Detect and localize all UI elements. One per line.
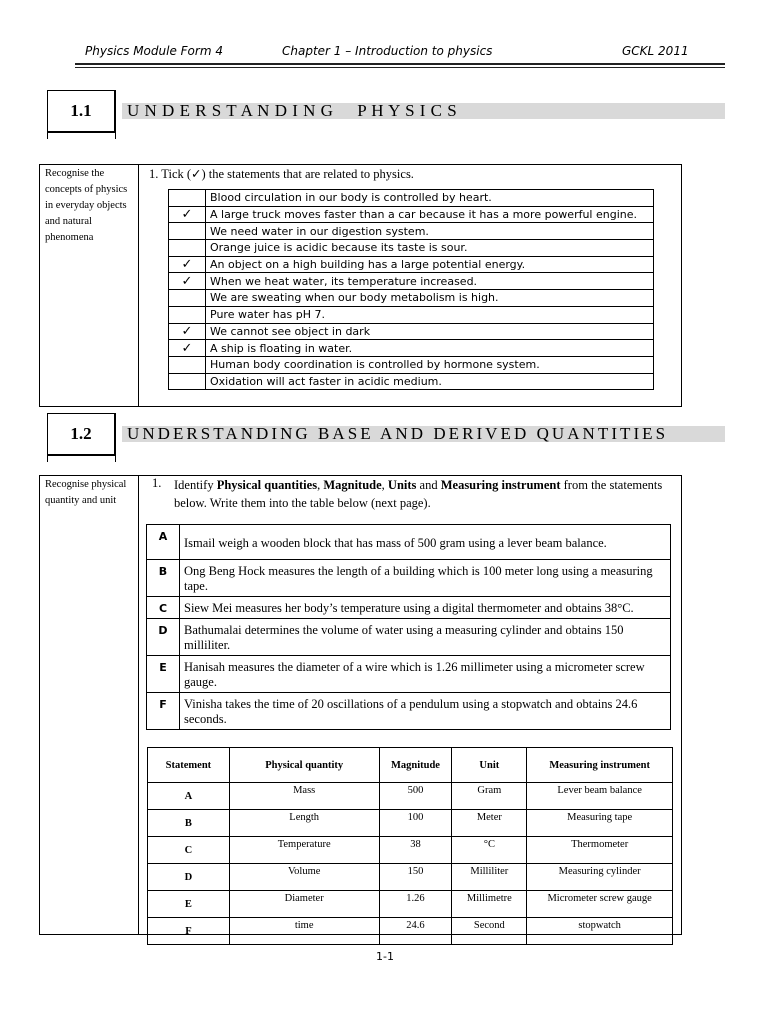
answer-cell[interactable]: Second [452,918,527,945]
statement-letter: A [147,525,180,560]
tick-cell[interactable] [169,240,206,257]
answer-cell[interactable]: Milliliter [452,864,527,891]
answer-cell[interactable]: 500 [379,783,452,810]
statement-row [147,560,671,597]
statement-text: Human body coordination is controlled by hormone system. [206,356,654,373]
statement-text: Vinisha takes the time of 20 oscillations of a pendulum using a stopwatch and obtains 24.6 seconds. [180,693,671,730]
answer-cell[interactable]: Length [229,810,379,837]
answer-cell[interactable]: Volume [229,864,379,891]
tick-row [169,206,654,223]
answer-cell[interactable]: Meter [452,810,527,837]
answer-cell[interactable]: Gram [452,783,527,810]
tick-cell[interactable]: ✓ [169,340,206,357]
section-number: 1.2 [70,424,92,443]
statement-row [147,525,671,560]
statement-text: Oxidation will act faster in acidic medium. [206,373,654,390]
statement-letter: F [147,693,180,730]
tick-table [168,189,654,390]
section-number-box [47,413,116,456]
statement-text: Siew Mei measures her body’s temperature using a digital thermometer and obtains 38°C. [180,597,671,619]
statement-text: An object on a high building has a large potential energy. [206,256,654,273]
statement-text: We are sweating when our body metabolism is high. [206,290,654,307]
section-1-divider [138,164,139,406]
identify-instruction: Identify Physical quantities, Magnitude, Units and Measuring instrument from the statements below. Write them into the table below (next page). [174,478,663,510]
answer-row [148,837,673,864]
statement-text: A ship is floating in water. [206,340,654,357]
answer-cell[interactable]: 100 [379,810,452,837]
statement-row [147,693,671,730]
answer-cell[interactable]: E [148,891,230,918]
answer-cell[interactable]: °C [452,837,527,864]
answer-cell[interactable]: Millimetre [452,891,527,918]
tick-row [169,356,654,373]
tick-row [169,223,654,240]
answer-cell[interactable]: Measuring tape [527,810,673,837]
column-header: Unit [452,748,527,783]
statement-text: A large truck moves faster than a car because it has a more powerful engine. [206,206,654,223]
tick-cell[interactable] [169,223,206,240]
statements-table [146,524,671,730]
statement-text: Ismail weigh a wooden block that has mass of 500 gram using a lever beam balance. [180,525,671,560]
statement-text: When we heat water, its temperature increased. [206,273,654,290]
answer-cell[interactable]: Lever beam balance [527,783,673,810]
answer-cell[interactable]: Thermometer [527,837,673,864]
header-chapter-title: Chapter 1 – Introduction to physics [282,44,493,58]
answer-cell[interactable]: time [229,918,379,945]
tick-row [169,373,654,390]
statement-letter: E [147,656,180,693]
answer-row [148,783,673,810]
tick-cell[interactable] [169,356,206,373]
answer-cell[interactable]: Micrometer screw gauge [527,891,673,918]
statement-row [147,656,671,693]
statement-text: Hanisah measures the diameter of a wire which is 1.26 millimeter using a micrometer screw gauge. [180,656,671,693]
section-2-divider [138,475,139,934]
answer-cell[interactable]: Mass [229,783,379,810]
instruction-number: 1. [152,476,162,490]
tick-cell[interactable]: ✓ [169,323,206,340]
answer-table [147,747,673,945]
tick-cell[interactable] [169,290,206,307]
statement-letter: D [147,619,180,656]
section-number: 1.1 [70,101,92,120]
tick-row [169,273,654,290]
answer-cell[interactable]: C [148,837,230,864]
page-number: 1-1 [376,950,394,963]
tick-row [169,240,654,257]
answer-row [148,891,673,918]
header-school-year: GCKL 2011 [622,44,689,58]
tick-cell[interactable] [169,306,206,323]
answer-cell[interactable]: D [148,864,230,891]
column-header: Magnitude [379,748,452,783]
tick-row [169,340,654,357]
tick-row [169,306,654,323]
column-header: Statement [148,748,230,783]
section-title: UNDERSTANDING BASE AND DERIVED QUANTITIES [127,424,669,443]
section-title: U N D E R S T A N D I N G P H Y S I C S [127,101,458,120]
statement-text: Bathumalai determines the volume of water using a measuring cylinder and obtains 150 milliliter. [180,619,671,656]
tick-cell[interactable] [169,190,206,207]
column-header: Physical quantity [229,748,379,783]
statement-text: We cannot see object in dark [206,323,654,340]
statement-row [147,597,671,619]
header-rule [75,63,725,65]
answer-cell[interactable]: F [148,918,230,945]
answer-cell[interactable]: 1.26 [379,891,452,918]
answer-cell[interactable]: B [148,810,230,837]
tick-row [169,290,654,307]
column-header: Measuring instrument [527,748,673,783]
tick-cell[interactable]: ✓ [169,256,206,273]
answer-cell[interactable]: A [148,783,230,810]
section-number-box [47,90,116,133]
answer-row [148,918,673,945]
statement-text: Ong Beng Hock measures the length of a building which is 100 meter long using a measuring tape. [180,560,671,597]
answer-cell[interactable]: 38 [379,837,452,864]
answer-header-row [148,748,673,783]
answer-cell[interactable]: Measuring cylinder [527,864,673,891]
tick-row [169,190,654,207]
tick-cell[interactable] [169,373,206,390]
answer-cell[interactable]: stopwatch [527,918,673,945]
tick-row [169,256,654,273]
answer-row [148,810,673,837]
header-rule-thin [75,67,725,68]
learning-outcome-note: Recognise physical quantity and unit [45,479,127,506]
tick-row [169,323,654,340]
tick-instruction: 1. Tick (✓) the statements that are related to physics. [149,167,414,181]
tick-cell[interactable]: ✓ [169,206,206,223]
learning-outcome-note: Recognise the concepts of physics in everyday objects and natural phenomena [45,168,128,243]
header-module-title: Physics Module Form 4 [85,44,223,58]
statement-letter: C [147,597,180,619]
statement-text: Blood circulation in our body is controlled by heart. [206,190,654,207]
statement-text: We need water in our digestion system. [206,223,654,240]
answer-cell[interactable]: Temperature [229,837,379,864]
statement-row [147,619,671,656]
answer-cell[interactable]: 24.6 [379,918,452,945]
answer-cell[interactable]: Diameter [229,891,379,918]
answer-cell[interactable]: 150 [379,864,452,891]
statement-text: Orange juice is acidic because its taste is sour. [206,240,654,257]
statement-text: Pure water has pH 7. [206,306,654,323]
answer-row [148,864,673,891]
tick-cell[interactable]: ✓ [169,273,206,290]
statement-letter: B [147,560,180,597]
